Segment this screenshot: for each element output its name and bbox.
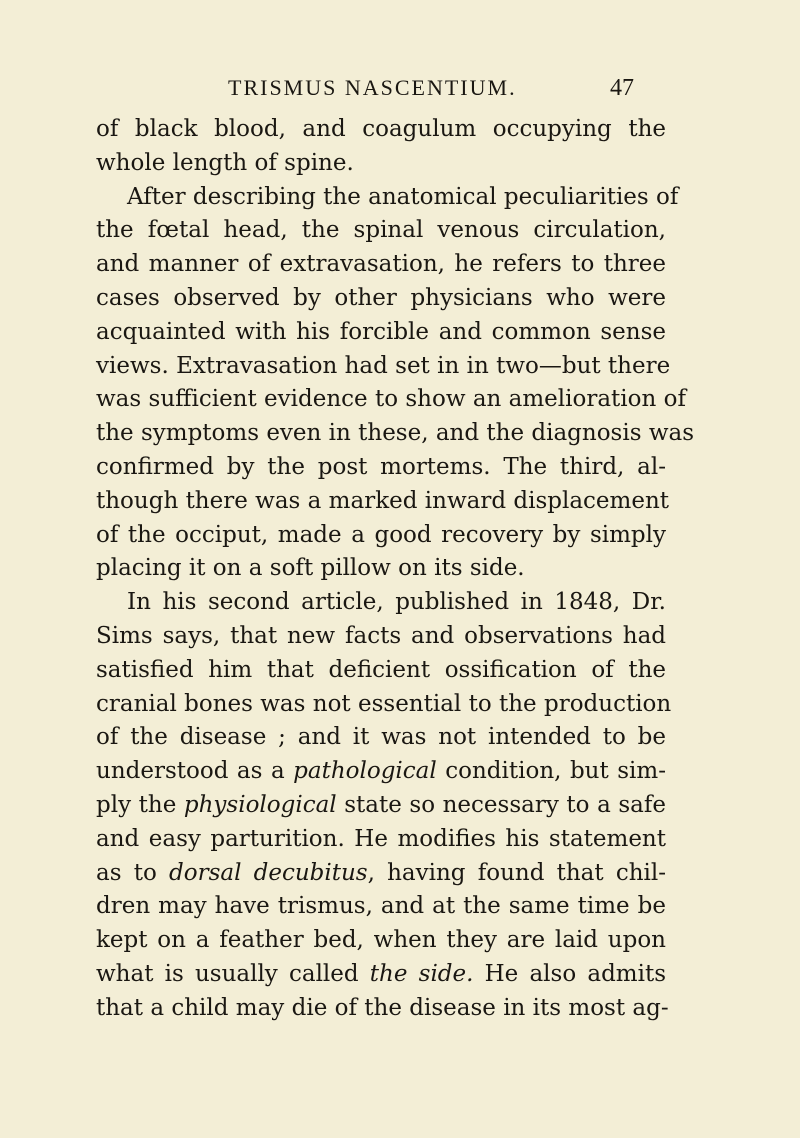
text-segment: whole length of spine. bbox=[96, 149, 354, 176]
text-line bbox=[96, 248, 666, 282]
text-segment: cases observed by other physicians who were bbox=[96, 284, 666, 311]
text-line bbox=[96, 350, 671, 384]
body-text bbox=[96, 113, 695, 1026]
text-segment: the fœtal head, the spinal venous circulation, bbox=[96, 217, 666, 244]
text-segment: He also admits bbox=[473, 960, 666, 987]
text-line bbox=[96, 417, 695, 451]
text-segment: that a child may die of the disease in its most ag- bbox=[96, 994, 669, 1021]
text-segment: satisfied him that deficient ossification of the bbox=[96, 656, 666, 683]
text-line bbox=[96, 890, 666, 924]
text-line bbox=[96, 214, 666, 248]
italic-text: the side. bbox=[369, 960, 474, 987]
text-segment: views. Extravasation had set in in two—but there bbox=[96, 352, 671, 379]
text-segment: cranial bones was not essential to the production bbox=[96, 690, 672, 717]
text-segment: confirmed by the post mortems. The third, al- bbox=[96, 453, 666, 480]
italic-text: pathological bbox=[293, 758, 437, 785]
text-line bbox=[96, 451, 666, 485]
text-line bbox=[96, 316, 666, 350]
text-line bbox=[96, 958, 666, 992]
text-segment: of the occiput, made a good recovery by simply bbox=[96, 521, 666, 548]
text-segment: of black blood, and coagulum occupying the bbox=[96, 116, 666, 142]
text-line bbox=[96, 688, 672, 722]
text-line bbox=[96, 992, 669, 1026]
text-segment: acquainted with his forcible and common sense bbox=[96, 318, 666, 345]
text-segment: dren may have trismus, and at the same time be bbox=[96, 893, 666, 920]
text-segment: though there was a marked inward displacement bbox=[96, 487, 670, 514]
text-line bbox=[96, 755, 666, 789]
text-line bbox=[96, 181, 679, 215]
italic-text: physiological bbox=[183, 791, 337, 818]
text-line bbox=[96, 857, 666, 891]
text-line bbox=[96, 586, 666, 620]
text-segment: kept on a feather bed, when they are laid upon bbox=[96, 927, 666, 954]
text-line bbox=[96, 147, 666, 181]
text-segment: the symptoms even in these, and the diagnosis was bbox=[96, 420, 695, 447]
text-segment: state so necessary to a safe bbox=[336, 791, 666, 818]
text-segment: Sims says, that new facts and observations had bbox=[96, 622, 666, 649]
text-segment: and easy parturition. He modifies his statement bbox=[96, 825, 666, 852]
text-segment: and manner of extravasation, he refers to three bbox=[96, 251, 666, 278]
text-segment: as to bbox=[96, 859, 169, 886]
text-line bbox=[96, 282, 666, 316]
text-segment: was sufficient evidence to show an amelioration of bbox=[96, 386, 686, 413]
text-line bbox=[96, 113, 666, 147]
text-line bbox=[96, 620, 666, 654]
text-segment: After describing the anatomical peculiarities of bbox=[127, 183, 679, 210]
running-title: TRISMUS NASCENTIUM. bbox=[228, 75, 517, 100]
text-line bbox=[96, 789, 666, 823]
text-segment: ply the bbox=[96, 791, 184, 818]
text-segment: placing it on a soft pillow on its side. bbox=[96, 555, 525, 582]
text-segment: condition, but sim- bbox=[436, 758, 666, 785]
text-segment: In his second article, published in 1848, Dr. bbox=[127, 589, 666, 616]
text-line bbox=[96, 823, 666, 857]
text-segment: , having found that chil- bbox=[367, 859, 666, 886]
page-number: 47 bbox=[610, 75, 634, 101]
text-line bbox=[96, 383, 686, 417]
text-line bbox=[96, 485, 670, 519]
text-line bbox=[96, 519, 666, 553]
italic-text: dorsal decubitus bbox=[169, 859, 368, 886]
text-segment: what is usually called bbox=[96, 960, 370, 987]
running-head bbox=[0, 72, 800, 104]
text-line bbox=[96, 721, 666, 755]
text-line bbox=[96, 552, 666, 586]
text-line bbox=[96, 924, 666, 958]
text-line bbox=[96, 654, 666, 688]
text-segment: of the disease ; and it was not intended to be bbox=[96, 724, 666, 751]
text-segment: understood as a bbox=[96, 758, 294, 785]
